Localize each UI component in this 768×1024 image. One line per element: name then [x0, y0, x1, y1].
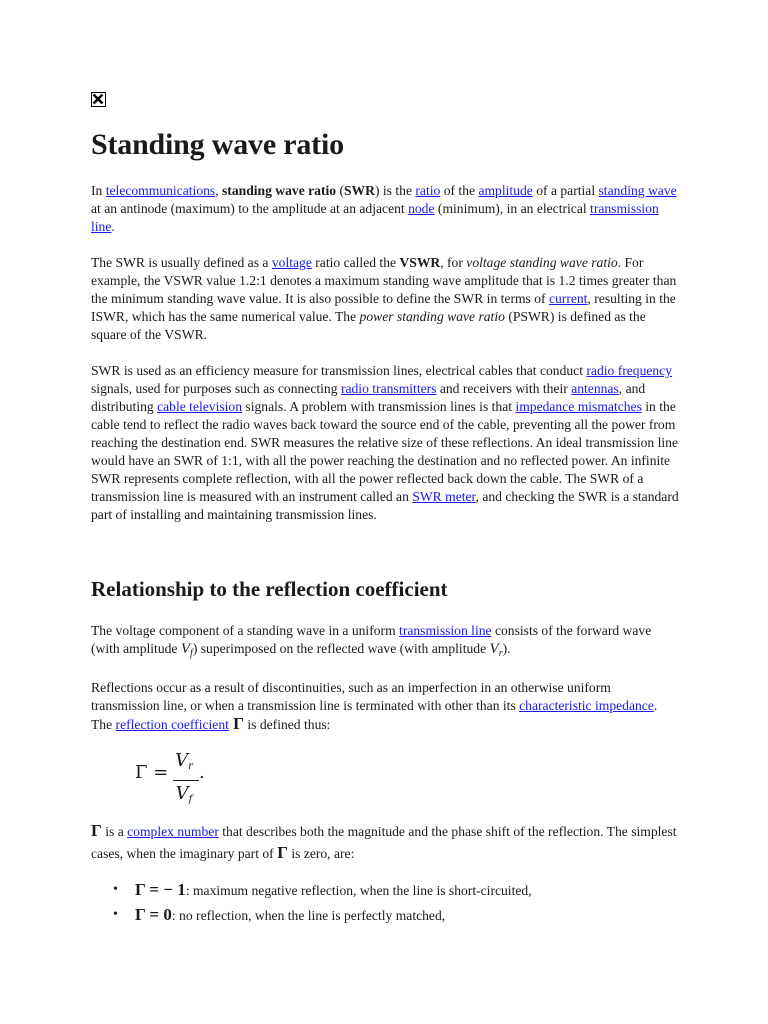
symbol-v: V [175, 783, 189, 804]
link-characteristic-impedance[interactable]: characteristic impedance [519, 698, 654, 713]
paragraph-vswr [91, 254, 681, 344]
link-ratio[interactable]: ratio [415, 183, 441, 198]
term-voltage-swr: voltage standing wave ratio [466, 255, 618, 270]
link-antennas[interactable]: antennas [571, 381, 619, 396]
symbol-v: V [175, 750, 189, 771]
term-power-swr: power standing wave ratio [359, 309, 505, 324]
link-amplitude[interactable]: amplitude [478, 183, 533, 198]
text: ) is the [374, 183, 416, 198]
formula-period: . [199, 762, 205, 783]
text: ) superimposed on the reflected wave (with amplitude [192, 641, 490, 656]
text: SWR is used as an efficiency measure for transmission lines, electrical cables that conduct [91, 363, 587, 378]
list-item-text: : maximum negative reflection, when the line is short-circuited, [185, 883, 532, 898]
symbol-vf [181, 641, 193, 657]
subscript-f: f [188, 794, 193, 805]
formula-lhs: Γ = [135, 762, 169, 783]
symbol-v: V [180, 641, 191, 657]
subscript-r: r [498, 648, 503, 659]
link-transmission-line-2[interactable]: transmission line [399, 623, 492, 638]
text: ). [502, 641, 511, 656]
link-impedance-mismatches[interactable]: impedance mismatches [515, 399, 642, 414]
link-current[interactable]: current [548, 291, 588, 306]
text: Reflections occur as a result of discontinuities, such as an imperfection in an otherwise uniform transmission line, or when a transmission line is terminated with other than its [91, 680, 611, 713]
page-title: Standing wave ratio [91, 128, 344, 161]
link-cable-television[interactable]: cable television [157, 399, 243, 414]
text: in the cable tend to reflect the radio waves back toward the source end of the cable, preventing all the power from reaching the destination end. SWR measures the relative size of these reflections. An ideal transmission line would have an SWR of 1:1, with all the power reaching the destination and no reflected power. An infinite SWR represents complete reflection, with all the power reflected back down the cable. The SWR of a transmission line is measured with an instrument called an [91, 399, 679, 504]
text: , and checking the SWR is a standard part of installing and maintaining transmission lines. [91, 489, 679, 522]
link-voltage[interactable]: voltage [271, 255, 312, 270]
link-swr-meter[interactable]: SWR meter [412, 489, 476, 504]
list-item [91, 903, 681, 928]
link-standing-wave[interactable]: standing wave [598, 183, 677, 198]
cases-list [91, 878, 681, 928]
term-swr: standing wave ratio [222, 183, 337, 198]
text: In [91, 183, 106, 198]
subscript-f: f [190, 648, 193, 659]
text: signals. A problem with transmission lines is that [242, 399, 516, 414]
text: of a partial [532, 183, 599, 198]
text: The SWR is usually defined as a [91, 255, 272, 270]
text: (PSWR) is defined as the square of the VSWR. [91, 309, 646, 342]
text: The voltage component of a standing wave in a uniform [91, 623, 400, 638]
text: , for [440, 255, 467, 270]
equation: Γ = 0 [135, 905, 172, 924]
term-swr-abbr: SWR [344, 183, 375, 198]
text: ( [336, 183, 344, 198]
text: is a [101, 824, 128, 839]
section-heading: Relationship to the reflection coefficient [91, 577, 448, 601]
intro-paragraph [91, 182, 681, 236]
paragraph-voltage-component [91, 622, 681, 663]
text: , resulting in the ISWR, which has the same numerical value. The [91, 291, 676, 324]
link-node[interactable]: node [408, 201, 435, 216]
formula-fraction [173, 748, 195, 813]
formula-denominator [173, 781, 195, 813]
text: . [111, 219, 115, 234]
list-item-text: : no reflection, when the line is perfectly matched, [171, 908, 446, 923]
text: at an antinode (maximum) to the amplitude at an adjacent [91, 201, 409, 216]
text: and receivers with their [436, 381, 572, 396]
equation: Γ = − 1 [135, 880, 186, 899]
link-complex-number[interactable]: complex number [127, 824, 219, 839]
symbol-gamma: Γ [91, 821, 102, 840]
subscript-r: r [188, 761, 193, 772]
link-radio-transmitters[interactable]: radio transmitters [340, 381, 437, 396]
symbol-gamma: Γ [228, 714, 244, 733]
text: is defined thus: [243, 717, 331, 732]
broken-image-icon [91, 92, 106, 107]
symbol-v: V [489, 641, 499, 657]
list-item [91, 878, 681, 903]
paragraph-efficiency [91, 362, 681, 524]
paragraph-reflections [91, 679, 681, 734]
formula-numerator [173, 748, 195, 780]
text: ratio called the [311, 255, 400, 270]
symbol-gamma: Γ [277, 843, 288, 862]
term-vswr: VSWR [399, 255, 441, 270]
text: of the [440, 183, 479, 198]
text: (minimum), in an electrical [434, 201, 591, 216]
link-telecommunications[interactable]: telecommunications [105, 183, 216, 198]
text: . The [91, 698, 658, 732]
text: that describes both the magnitude and the phase shift of the reflection. The simplest cases, when the imaginary part of [91, 824, 677, 861]
text: consists of the forward wave (with amplitude [91, 623, 652, 656]
link-radio-frequency[interactable]: radio frequency [586, 363, 673, 378]
text: is zero, are: [287, 846, 355, 861]
text: signals, used for purposes such as connecting [91, 381, 341, 396]
link-transmission-line[interactable]: transmission line [91, 201, 659, 234]
reflection-coefficient-formula [135, 748, 275, 804]
text: , [215, 183, 223, 198]
paragraph-complex-number [91, 820, 681, 864]
text: . For example, the VSWR value 1.2:1 denotes a maximum standing wave amplitude that is 1.2 times greater than the minimum standing wave value. It is also possible to define the SWR in terms of [91, 255, 677, 306]
link-reflection-coefficient[interactable]: reflection coefficient [115, 717, 229, 732]
symbol-vr [490, 641, 503, 657]
text: , and distributing [91, 381, 646, 414]
x-mark-icon [92, 93, 104, 105]
